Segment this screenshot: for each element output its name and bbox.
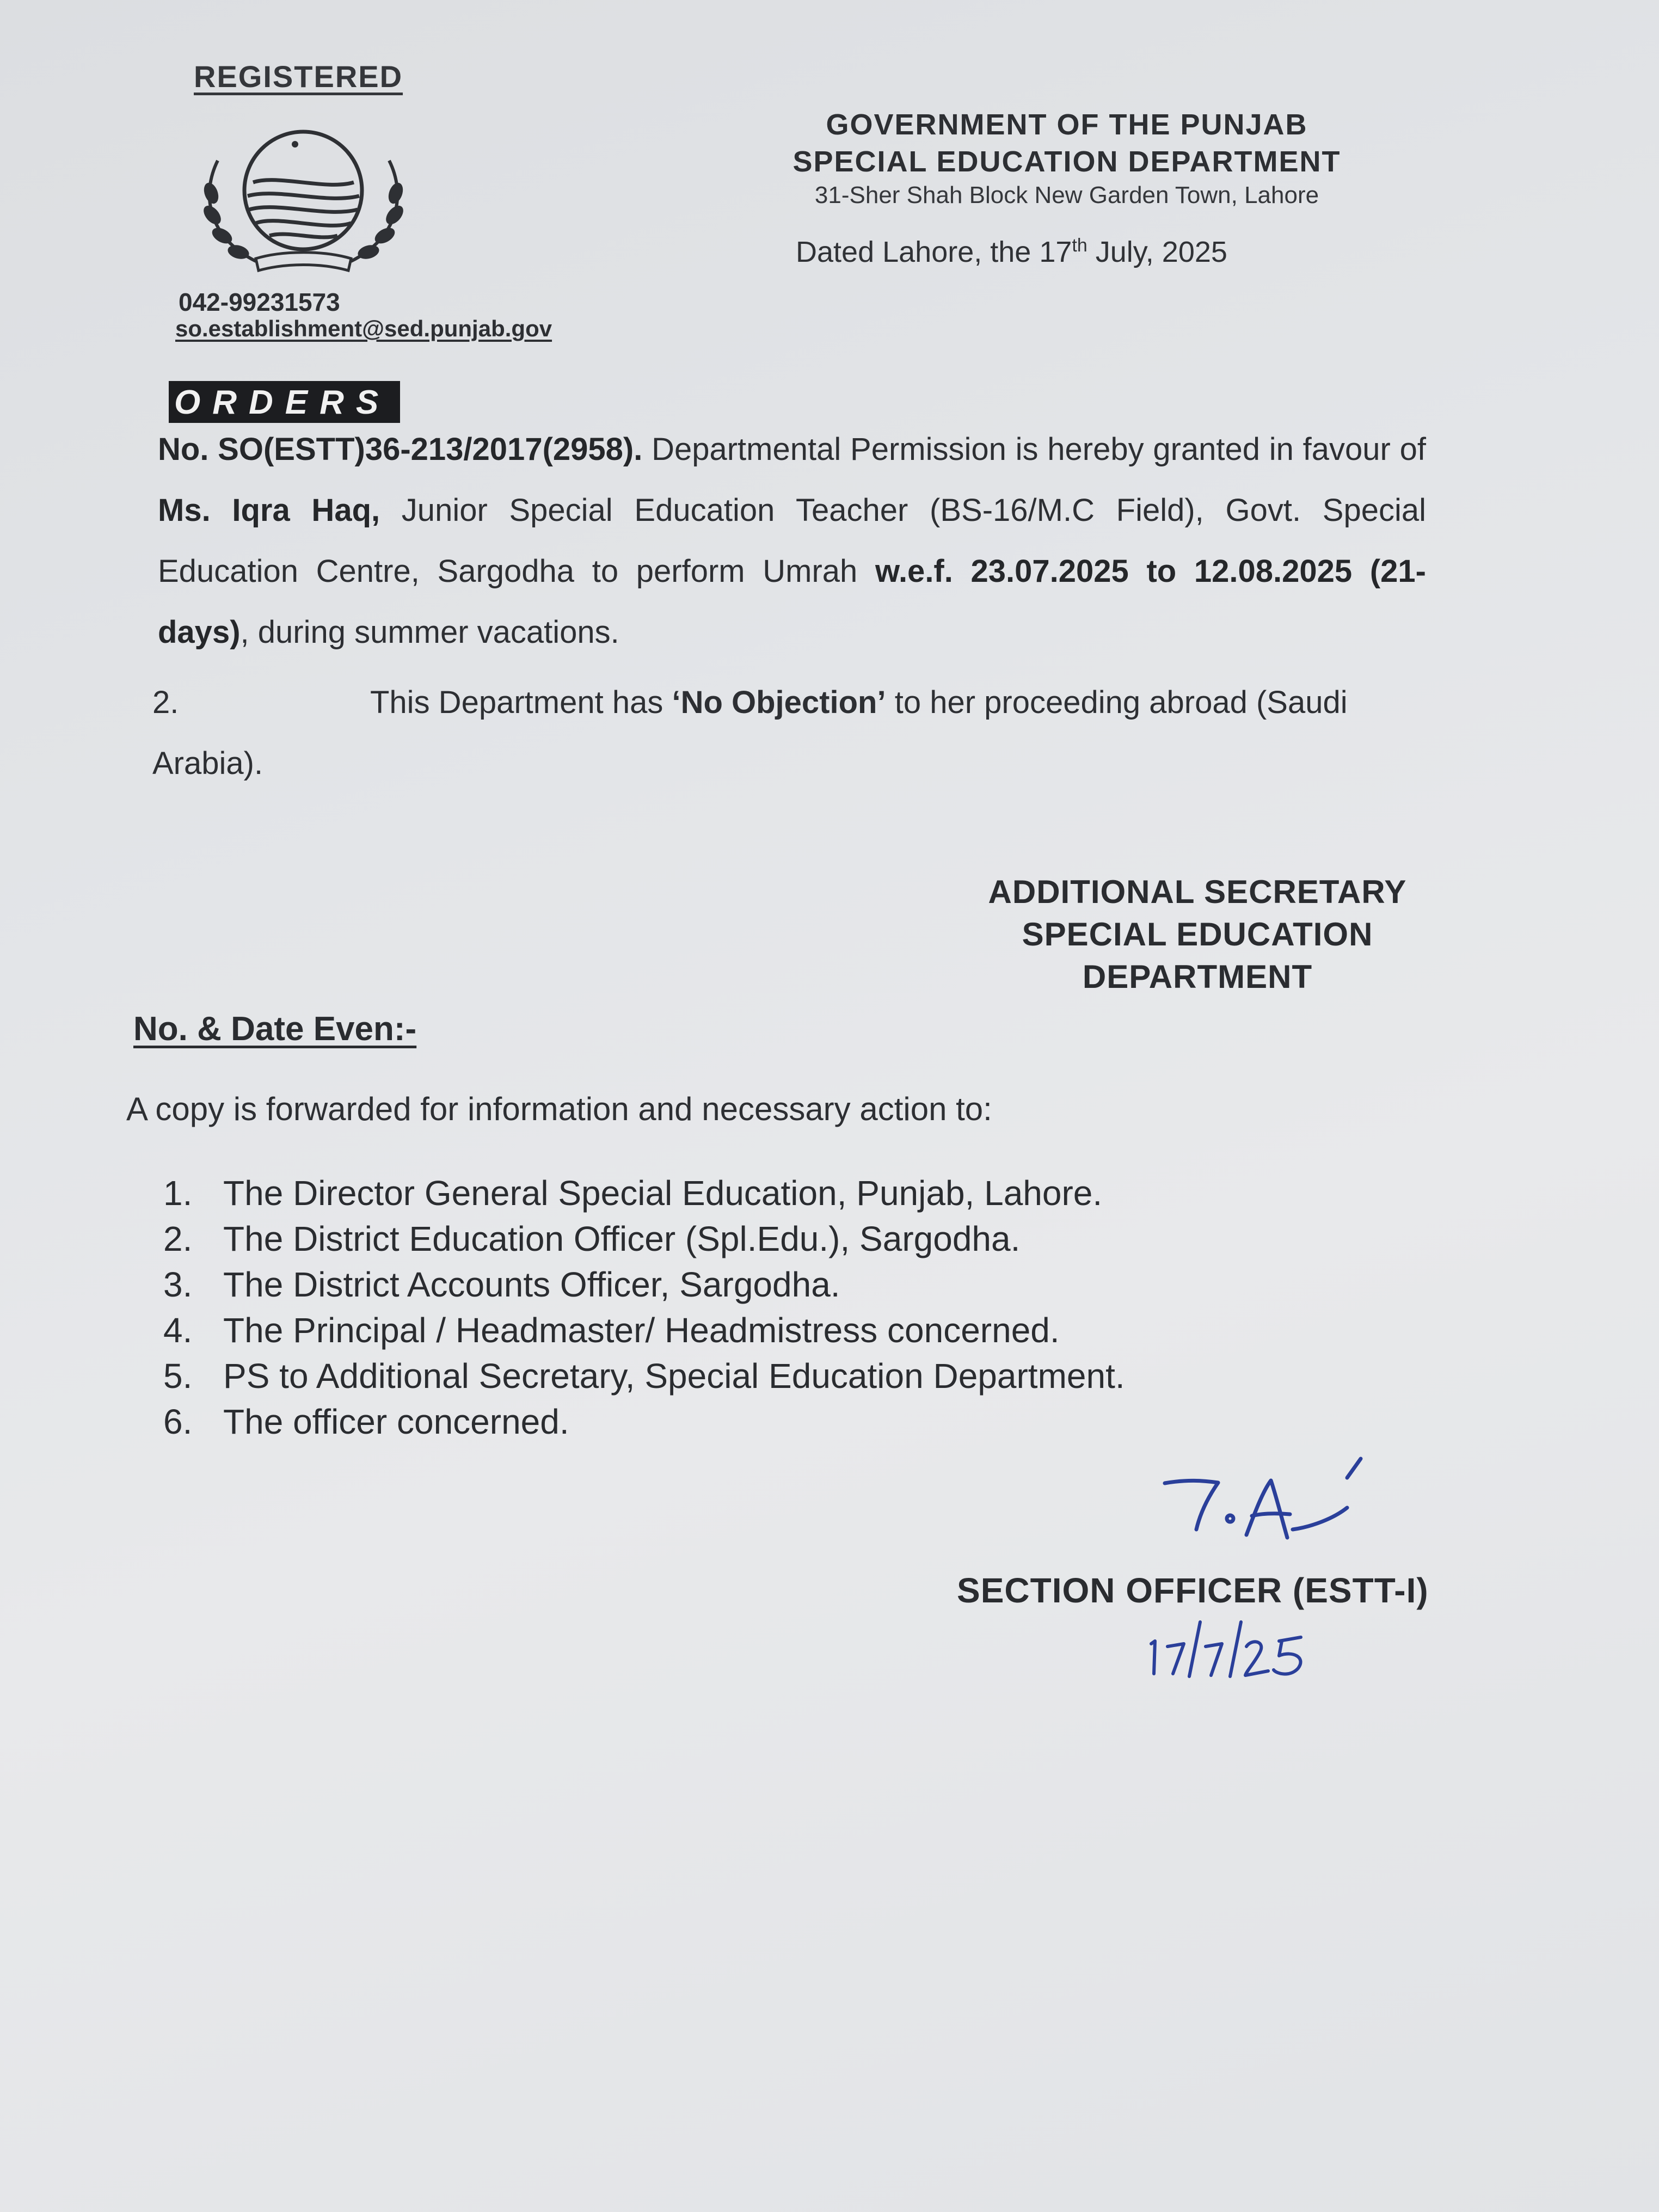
department-address: 31-Sher Shah Block New Garden Town, Lahore: [814, 182, 1319, 208]
list-item-text: The Principal / Headmaster/ Headmistress concerned.: [223, 1311, 1060, 1350]
para2-text-2: to her proceeding abroad (Saudi Arabia).: [152, 685, 1348, 781]
list-item-number: 5.: [163, 1356, 193, 1396]
date-line: [796, 235, 1227, 269]
list-item: [163, 1399, 1125, 1445]
email-address[interactable]: so.establishment@sed.punjab.gov: [175, 316, 552, 341]
handwritten-initials-signature: [1154, 1437, 1382, 1546]
para2-text-1: This Department has: [370, 685, 672, 720]
copy-heading: No. & Date Even:-: [133, 1010, 417, 1048]
date-superscript: th: [1072, 235, 1087, 256]
registered-label: REGISTERED: [194, 59, 403, 94]
phone-number: 042-99231573: [179, 288, 340, 316]
handwritten-date: [1143, 1617, 1339, 1682]
list-item-text: The District Education Officer (Spl.Edu.), Sargodha.: [223, 1219, 1021, 1258]
order-paragraph-1: [158, 419, 1426, 663]
list-item-text: The Director General Special Education, Punjab, Lahore.: [223, 1173, 1103, 1213]
list-item-text: PS to Additional Secretary, Special Education Department.: [223, 1356, 1125, 1396]
no-objection-phrase: ‘No Objection’: [672, 685, 886, 720]
signatory-line-1: ADDITIONAL SECRETARY: [988, 874, 1407, 910]
list-item: [163, 1353, 1125, 1399]
distribution-list: [163, 1170, 1125, 1445]
order-number: No. SO(ESTT)36-213/2017(2958).: [158, 432, 643, 467]
additional-secretary-block: [936, 871, 1459, 998]
letterhead: [740, 106, 1393, 211]
order-text-3: , during summer vacations.: [240, 615, 619, 650]
list-item: [163, 1216, 1125, 1262]
list-item-number: 2.: [163, 1219, 193, 1258]
employee-name: Ms. Iqra Haq,: [158, 493, 380, 528]
list-item: [163, 1170, 1125, 1216]
punjab-government-seal: [196, 128, 411, 278]
section-officer-title: SECTION OFFICER (ESTT-I): [957, 1571, 1429, 1610]
date-prefix: Dated Lahore, the 17: [796, 236, 1072, 268]
list-item-number: 4.: [163, 1311, 193, 1350]
list-item: [163, 1307, 1125, 1353]
orders-heading: ORDERS: [169, 381, 400, 423]
government-title: GOVERNMENT OF THE PUNJAB: [826, 108, 1308, 141]
list-item-text: The officer concerned.: [223, 1402, 569, 1441]
signatory-line-2: SPECIAL EDUCATION: [1022, 916, 1373, 953]
order-paragraph-2: [152, 672, 1426, 794]
list-item-number: 6.: [163, 1402, 193, 1441]
copy-intro: A copy is forwarded for information and necessary action to:: [126, 1091, 992, 1127]
list-item-text: The District Accounts Officer, Sargodha.: [223, 1265, 840, 1304]
list-item: [163, 1262, 1125, 1307]
paragraph-number: 2.: [152, 685, 179, 720]
list-item-number: 3.: [163, 1265, 193, 1304]
order-text-1: Departmental Permission is hereby granted in favour of: [642, 432, 1426, 467]
order-text-2: Junior Special Education Teacher (BS-16/M.C Field), Govt. Special Education Centre, Sargodha to perform Umrah: [158, 493, 1426, 589]
leave-period: w.e.f. 23.07.2025 to 12.08.2025 (21-days): [158, 554, 1427, 650]
date-suffix: July, 2025: [1087, 236, 1227, 268]
list-item-number: 1.: [163, 1173, 193, 1213]
department-title: SPECIAL EDUCATION DEPARTMENT: [792, 145, 1341, 178]
signatory-line-3: DEPARTMENT: [1082, 958, 1313, 995]
